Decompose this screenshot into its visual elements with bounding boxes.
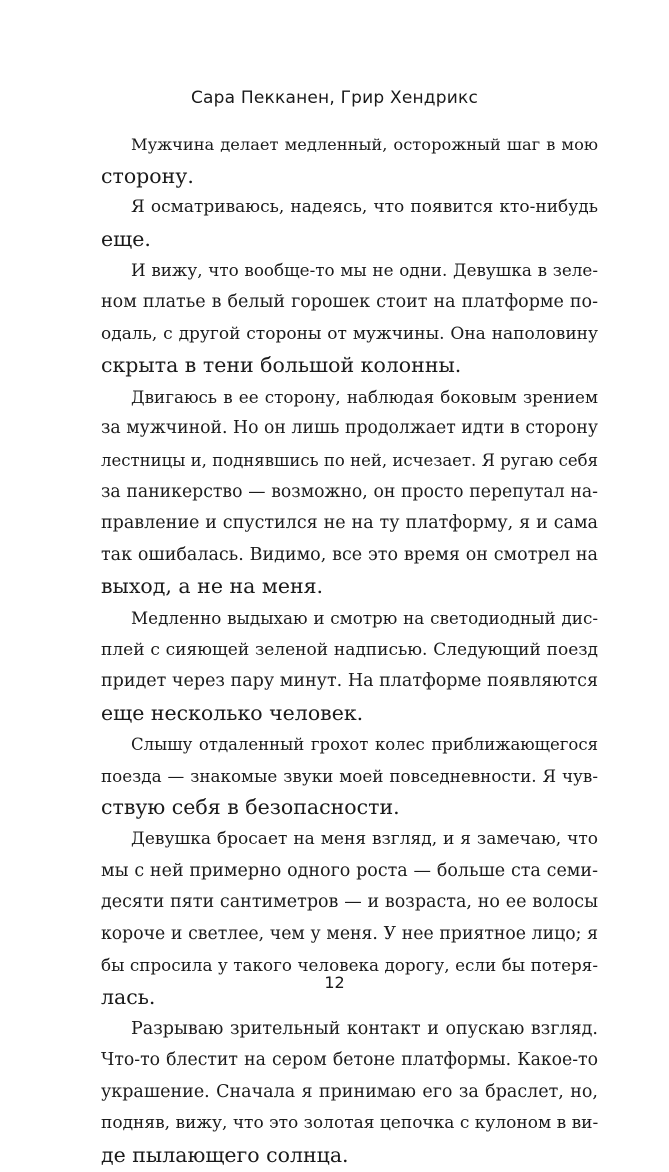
text-line: придет через пару минут. На платформе появляются [101,671,598,692]
text-line: одаль, с другой стороны от мужчины. Она наполовину [101,323,598,344]
text-line: подняв, вижу, что это золотая цепочка с кулоном в ви- [101,1113,598,1134]
text-line: лестницы и, поднявшись по ней, исчезает. Я ругаю себя [101,450,598,470]
text-line: ном платье в белый горошек стоит на платформе по- [101,291,598,312]
text-line: Слышу отдаленный грохот колес приближающегося [131,735,598,755]
text-line: за мужчиной. Но он лишь продолжает идти в сторону [101,418,598,439]
text-line: еще. [101,226,151,251]
text-line: бы спросила у такого человека дорогу, если бы потеря- [101,955,598,976]
text-line: скрыта в тени большой колонны. [101,353,462,378]
text-line: Разрываю зрительный контакт и опускаю взгляд. [131,1018,598,1039]
text-line: мы с ней примерно одного роста — больше ста семи- [101,860,598,881]
text-line: Медленно выдыхаю и смотрю на светодиодный дис- [131,607,598,628]
text-line: Двигаюсь в ее сторону, наблюдая боковым зрением [131,386,598,407]
text-line: десяти пяти сантиметров — и возраста, но ее волосы [101,892,598,913]
text-line: за паникерство — возможно, он просто перепутал на- [101,481,598,502]
text-line: сторону. [101,163,194,188]
text-line: лась. [101,985,156,1010]
text-line: Что-то блестит на сером бетоне платформы. Какое-то [101,1050,598,1071]
text-line: так ошибалась. Видимо, все это время он смотрел на [101,544,598,565]
text-line: выход, а не на меня. [101,574,324,599]
text-line: короче и светлее, чем у меня. У нее приятное лицо; я [101,923,598,944]
text-line: де пылающего солнца. [101,1143,349,1167]
body-text [101,129,598,1172]
text-line: правление и спустился не на ту платформу, я и сама [101,513,598,534]
text-line: поезда — знакомые звуки моей повседневности. Я чув- [101,765,598,786]
text-line: Девушка бросает на меня взгляд, и я замечаю, что [131,829,598,850]
text-line: украшение. Сначала я принимаю его за браслет, но, [101,1081,598,1102]
text-line: Мужчина делает медленный, осторожный шаг в мою [131,135,598,154]
text-line: И вижу, что вообще-то мы не одни. Девушка в зеле- [131,260,598,281]
text-line: ствую себя в безопасности. [101,795,400,820]
text-line: еще несколько человек. [101,700,364,725]
page-number: 12 [324,973,345,992]
running-head-authors: Сара Пекканен, Грир Хендрикс [190,88,479,108]
text-line: Я осматриваюсь, надеясь, что появится кто-нибудь [131,197,598,218]
text-line: плей с сияющей зеленой надписью. Следующий поезд [101,639,598,660]
